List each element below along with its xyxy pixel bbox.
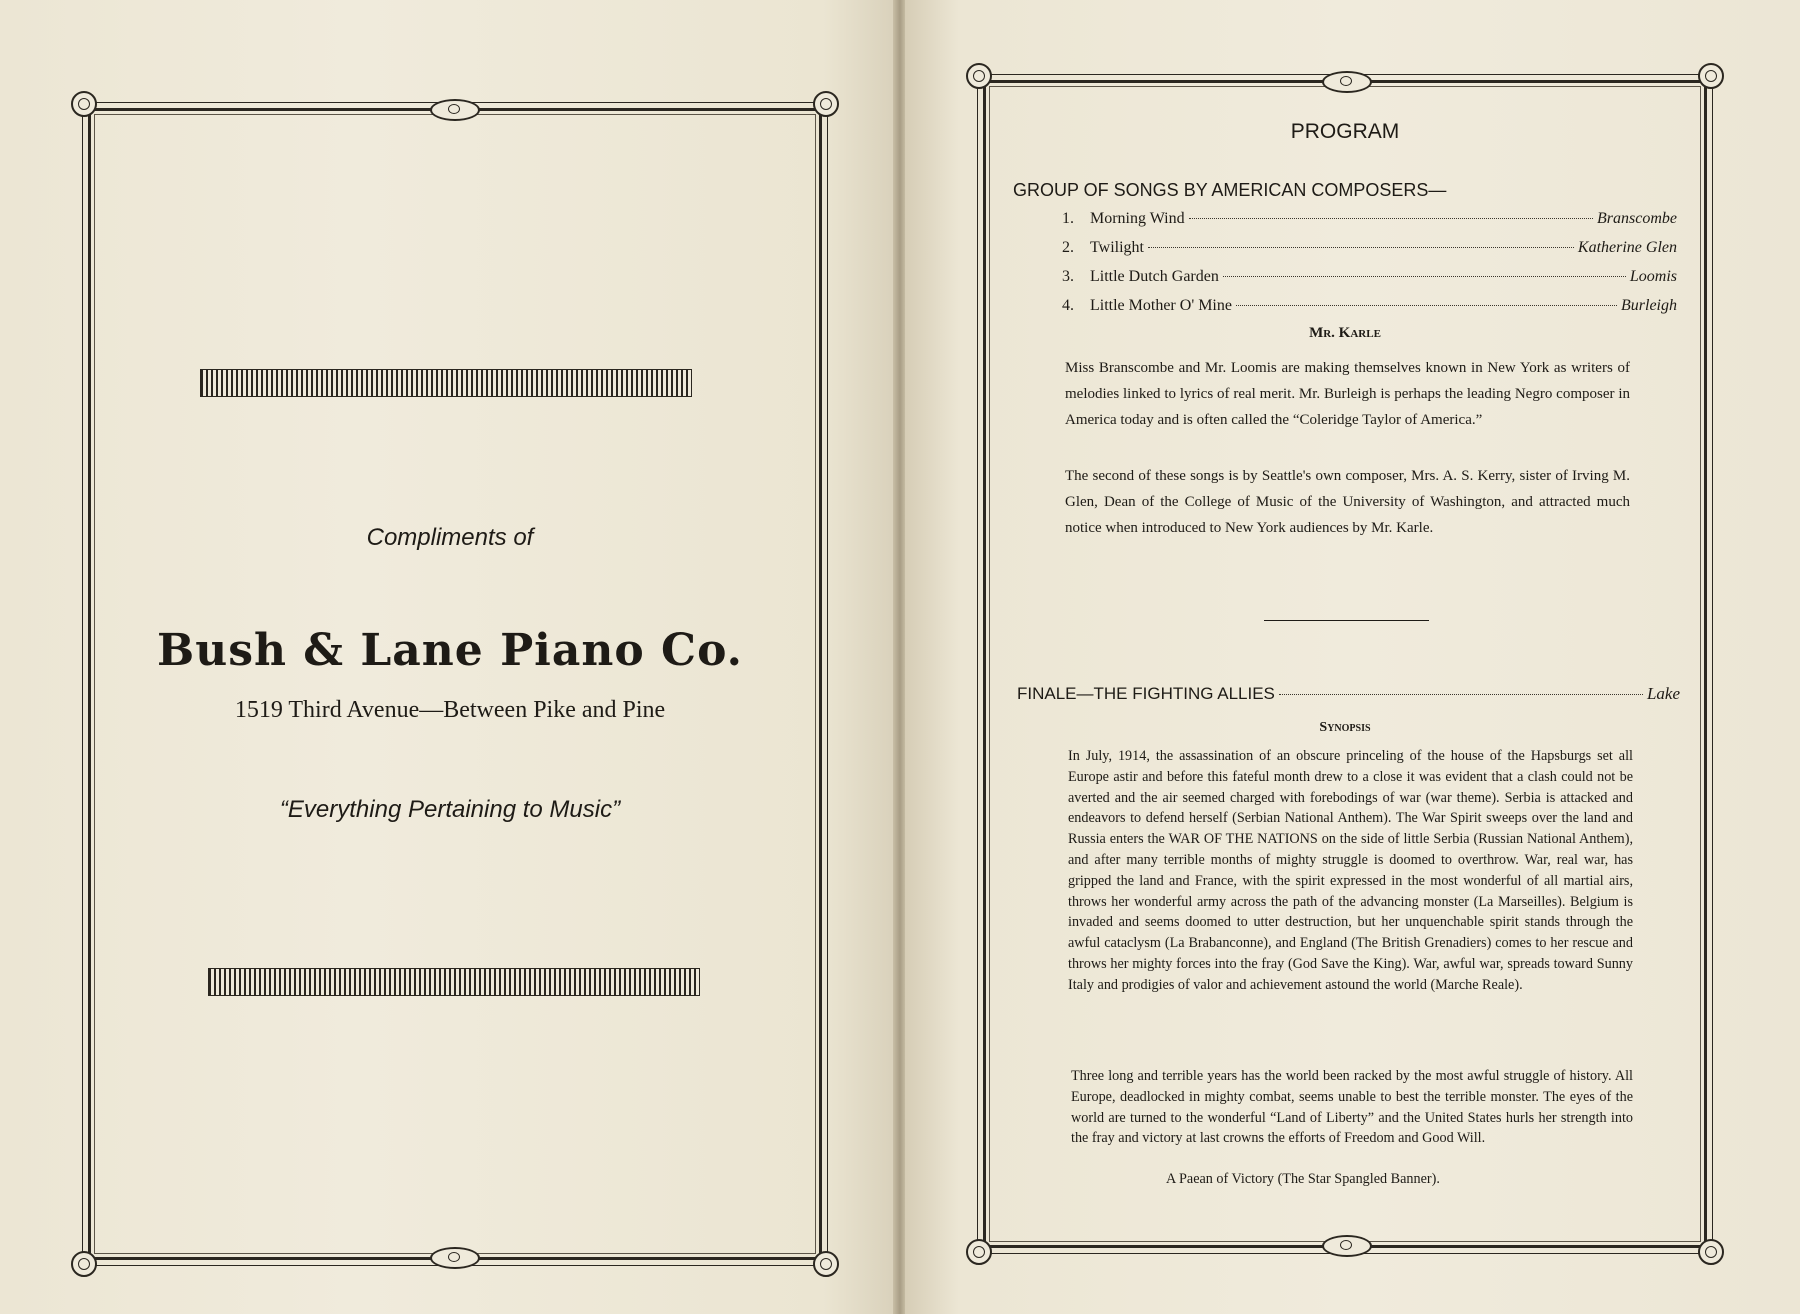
song-number: 2. bbox=[1062, 239, 1074, 256]
frame-corner-ornament bbox=[966, 63, 992, 89]
song-number: 3. bbox=[1062, 268, 1074, 285]
frame-corner-ornament bbox=[813, 1251, 839, 1277]
paean-line: A Paean of Victory (The Star Spangled Banner). bbox=[1166, 1171, 1440, 1187]
program-song-item bbox=[1062, 210, 1677, 228]
leader-dots bbox=[1148, 247, 1574, 248]
frame-corner-ornament bbox=[71, 1251, 97, 1277]
frame-medallion-ornament bbox=[430, 99, 480, 121]
program-note-paragraph: The second of these songs is by Seattle's own composer, Mrs. A. S. Kerry, sister of Irving M. Glen, Dean of the College of Music of the University of Washington, and attracted much notice when introduced to New York audiences by Mr. Karle. bbox=[1065, 468, 1630, 536]
decorative-hatched-bar bbox=[208, 968, 700, 996]
frame-medallion-ornament bbox=[430, 1247, 480, 1269]
frame-corner-ornament bbox=[1698, 1239, 1724, 1265]
leader-dots bbox=[1223, 276, 1626, 277]
frame-medallion-ornament bbox=[1322, 1235, 1372, 1257]
frame-corner-ornament bbox=[1698, 63, 1724, 89]
frame-medallion-ornament bbox=[1322, 71, 1372, 93]
program-note-paragraph: Miss Branscombe and Mr. Loomis are making themselves known in New York as writers of melodies linked to lyrics of real merit. Mr. Burleigh is perhaps the leading Negro composer in America today and is often called the “Coleridge Taylor of America.” bbox=[1065, 360, 1630, 428]
frame-corner-ornament bbox=[966, 1239, 992, 1265]
leader-dots bbox=[1279, 694, 1643, 695]
program-song-item bbox=[1062, 297, 1677, 315]
leader-dots bbox=[1236, 305, 1617, 306]
performer-name: Mr. Karle bbox=[1309, 325, 1381, 341]
song-title: Twilight bbox=[1090, 239, 1144, 256]
song-number: 1. bbox=[1062, 210, 1074, 227]
program-song-item bbox=[1062, 268, 1677, 286]
song-title: Little Mother O' Mine bbox=[1090, 297, 1232, 314]
frame-corner-ornament bbox=[813, 91, 839, 117]
song-composer: Katherine Glen bbox=[1577, 239, 1677, 256]
song-number: 4. bbox=[1062, 297, 1074, 314]
synopsis-heading: Synopsis bbox=[1319, 720, 1371, 735]
leader-dots bbox=[1189, 218, 1593, 219]
song-title: Little Dutch Garden bbox=[1090, 268, 1219, 285]
left-ornate-frame bbox=[88, 108, 822, 1260]
section-divider bbox=[1264, 620, 1429, 621]
program-song-item bbox=[1062, 239, 1677, 257]
decorative-hatched-bar bbox=[200, 369, 692, 397]
program-title: PROGRAM bbox=[1290, 120, 1400, 143]
song-composer: Loomis bbox=[1629, 268, 1677, 285]
company-slogan: “Everything Pertaining to Music” bbox=[279, 796, 621, 823]
song-title: Morning Wind bbox=[1090, 210, 1185, 227]
song-composer: Branscombe bbox=[1597, 210, 1677, 227]
group-heading: GROUP OF SONGS BY AMERICAN COMPOSERS— bbox=[1013, 180, 1447, 200]
finale-title: FINALE—THE FIGHTING ALLIES bbox=[1017, 684, 1275, 703]
song-composer: Burleigh bbox=[1621, 297, 1677, 314]
synopsis-paragraph: In July, 1914, the assassination of an obscure princeling of the house of the Hapsburgs set all Europe astir and before this fateful month drew to a close it was evident that a clash could not be averted and the air seemed charged with forebodings of war (war theme). Serbia is attacked and endeavors to defend herself (Serbian National Anthem). The War Spirit sweeps over the land and Russia enters the WAR OF THE NATIONS on the side of little Serbia (Russian National Anthem), and after many terrible months of mighty struggle is doomed to overthrow. War, real war, has gripped the land and France, with the spirit expressed in the most wonderful of all martial airs, throws her wonderful army across the path of the advancing monster (La Marseilles). Belgium is invaded and seems doomed to utter destruction, but her unquenchable spirit stands through the awful cataclysm (La Brabanconne), and England (The British Grenadiers) comes to her rescue and throws her mighty forces into the fray (God Save the King). War, awful war, spreads toward Sunny Italy and prodigies of valor and achievement astound the world (Marche Reale). bbox=[1068, 748, 1633, 993]
finale-item bbox=[1017, 684, 1680, 704]
frame-corner-ornament bbox=[71, 91, 97, 117]
synopsis-paragraph: Three long and terrible years has the world been racked by the most awful struggle of history. All Europe, deadlocked in mighty combat, seems unable to best the terrible monster. The eyes of the world are turned to the wonderful “Land of Liberty” and the United States hurls her strength into the fray and victory at last crowns the efforts of Freedom and Good Will. bbox=[1071, 1068, 1633, 1147]
company-address: 1519 Third Avenue—Between Pike and Pine bbox=[234, 697, 666, 723]
finale-composer: Lake bbox=[1646, 684, 1680, 703]
compliments-text: Compliments of bbox=[366, 524, 534, 551]
company-name: Bush & Lane Piano Co. bbox=[157, 625, 743, 676]
